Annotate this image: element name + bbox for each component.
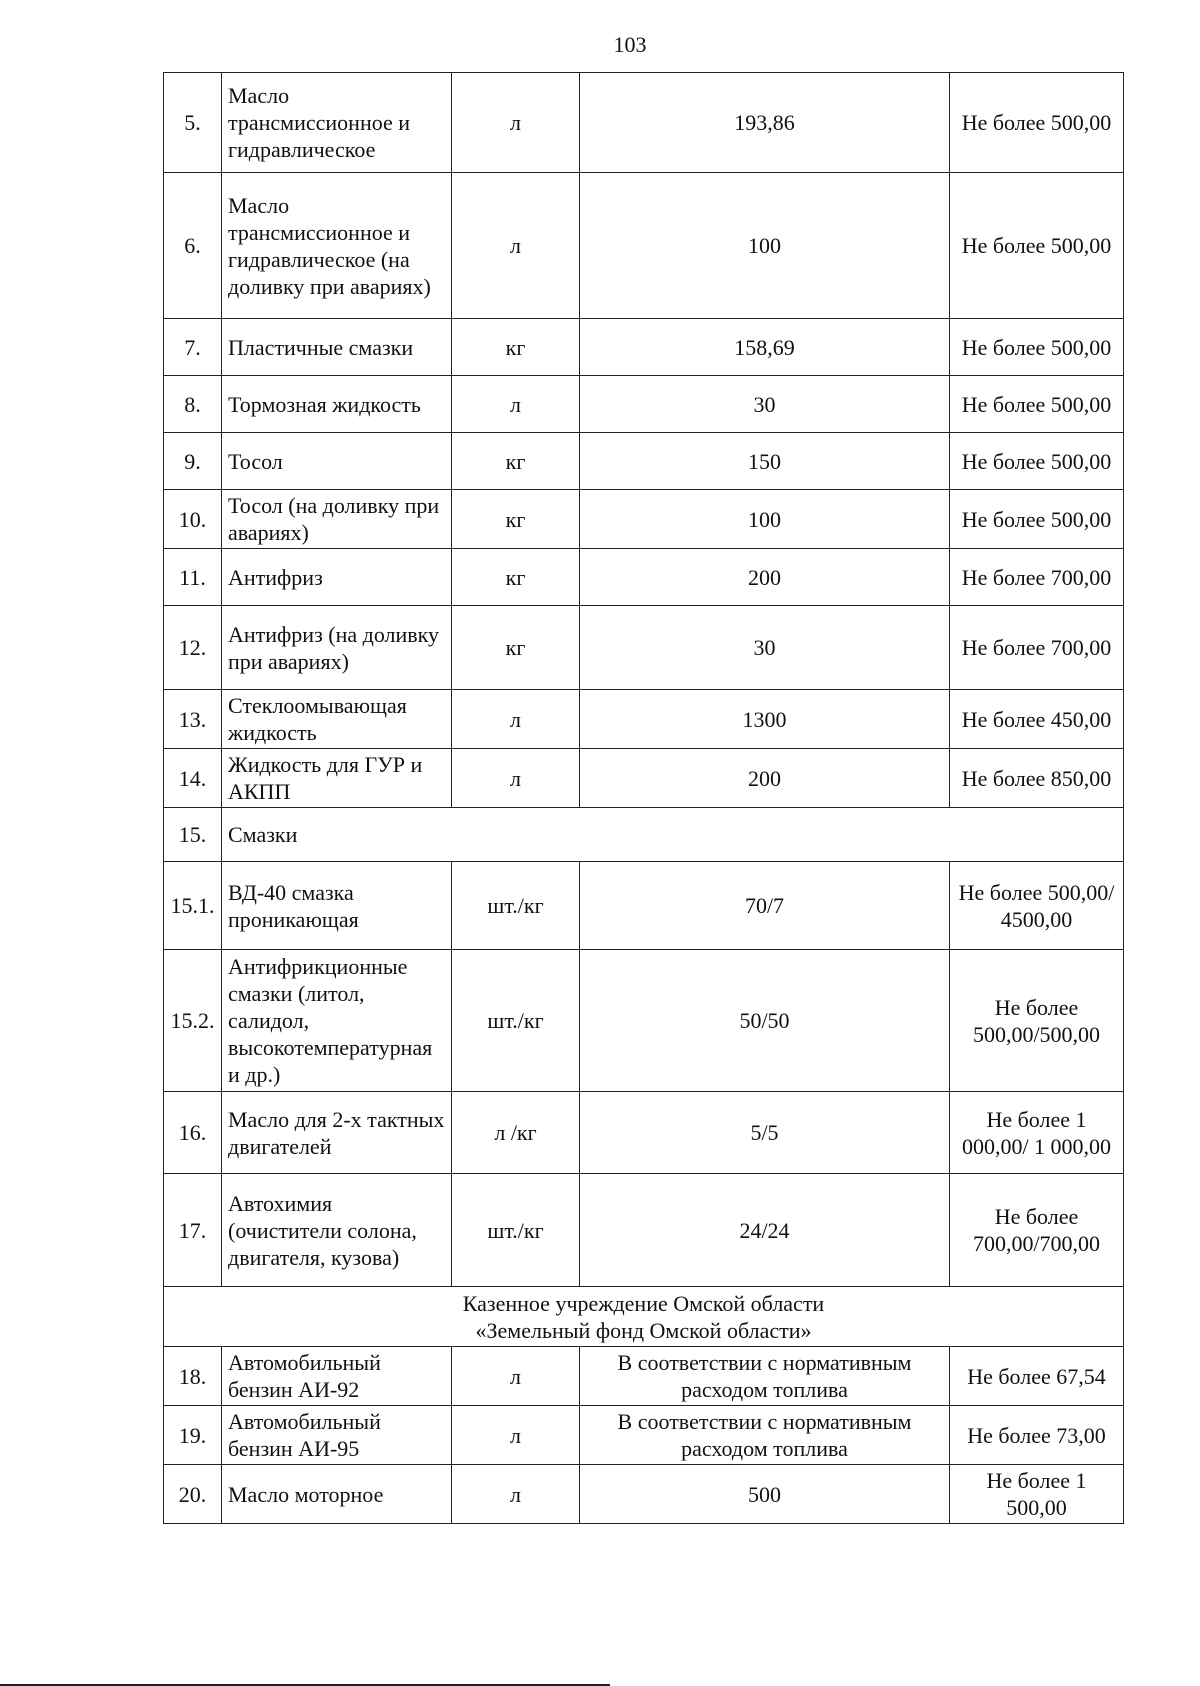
row-number: 13. xyxy=(164,690,222,749)
item-name: Масло трансмиссионное и гидравлическое xyxy=(222,73,452,173)
item-unit: л xyxy=(452,1406,580,1465)
item-quantity: 24/24 xyxy=(580,1174,950,1287)
item-quantity: В соответствии с нормативным расходом топлива xyxy=(580,1406,950,1465)
table-row xyxy=(164,490,1124,549)
item-name: Пластичные смазки xyxy=(222,319,452,376)
item-price: Не более 700,00 xyxy=(950,549,1124,606)
row-number: 16. xyxy=(164,1092,222,1174)
section-row xyxy=(164,808,1124,862)
item-price: Не более 67,54 xyxy=(950,1347,1124,1406)
item-name: Антифрикционные смазки (литол, салидол, высокотемпературная и др.) xyxy=(222,950,452,1092)
item-price: Не более 450,00 xyxy=(950,690,1124,749)
table-row xyxy=(164,1406,1124,1465)
item-quantity: 150 xyxy=(580,433,950,490)
item-name: Автомобильный бензин АИ-92 xyxy=(222,1347,452,1406)
row-number: 19. xyxy=(164,1406,222,1465)
item-price: Не более 500,00/500,00 xyxy=(950,950,1124,1092)
item-name: Стеклоомывающая жидкость xyxy=(222,690,452,749)
organization-heading xyxy=(164,1287,1124,1347)
table-row xyxy=(164,1092,1124,1174)
item-unit: л xyxy=(452,173,580,319)
item-name: Тормозная жидкость xyxy=(222,376,452,433)
item-name: Жидкость для ГУР и АКПП xyxy=(222,749,452,808)
item-unit: л xyxy=(452,73,580,173)
item-price: Не более 500,00 xyxy=(950,319,1124,376)
item-price: Не более 1 500,00 xyxy=(950,1465,1124,1524)
item-name: Тосол (на доливку при авариях) xyxy=(222,490,452,549)
item-price: Не более 500,00 xyxy=(950,73,1124,173)
item-quantity: 70/7 xyxy=(580,862,950,950)
item-price: Не более 500,00 xyxy=(950,490,1124,549)
item-price: Не более 500,00 xyxy=(950,173,1124,319)
item-name: ВД-40 смазка проникающая xyxy=(222,862,452,950)
item-unit: кг xyxy=(452,319,580,376)
item-price: Не более 850,00 xyxy=(950,749,1124,808)
table-row xyxy=(164,749,1124,808)
row-number: 7. xyxy=(164,319,222,376)
row-number: 17. xyxy=(164,1174,222,1287)
item-unit: кг xyxy=(452,606,580,690)
section-title: Смазки xyxy=(222,808,1124,862)
table-row xyxy=(164,862,1124,950)
row-number: 20. xyxy=(164,1465,222,1524)
item-unit: л xyxy=(452,1347,580,1406)
item-quantity: 200 xyxy=(580,749,950,808)
item-price: Не более 700,00 xyxy=(950,606,1124,690)
table-row xyxy=(164,1174,1124,1287)
row-number: 6. xyxy=(164,173,222,319)
item-price: Не более 500,00/ 4500,00 xyxy=(950,862,1124,950)
item-quantity: 500 xyxy=(580,1465,950,1524)
row-number: 18. xyxy=(164,1347,222,1406)
table-row xyxy=(164,549,1124,606)
item-unit: кг xyxy=(452,549,580,606)
item-name: Масло моторное xyxy=(222,1465,452,1524)
item-quantity: 100 xyxy=(580,173,950,319)
item-name: Автомобильный бензин АИ-95 xyxy=(222,1406,452,1465)
item-price: Не более 500,00 xyxy=(950,376,1124,433)
organization-line-1: Казенное учреждение Омской области xyxy=(462,1290,825,1316)
consumables-table xyxy=(163,72,1124,1524)
item-name: Антифриз (на доливку при авариях) xyxy=(222,606,452,690)
item-unit: л xyxy=(452,690,580,749)
item-quantity: 158,69 xyxy=(580,319,950,376)
item-unit: л /кг xyxy=(452,1092,580,1174)
item-unit: шт./кг xyxy=(452,862,580,950)
row-number: 11. xyxy=(164,549,222,606)
item-price: Не более 73,00 xyxy=(950,1406,1124,1465)
item-name: Масло трансмиссионное и гидравлическое (на доливку при авариях) xyxy=(222,173,452,319)
item-price: Не более 700,00/700,00 xyxy=(950,1174,1124,1287)
item-quantity: 30 xyxy=(580,376,950,433)
item-price: Не более 1 000,00/ 1 000,00 xyxy=(950,1092,1124,1174)
row-number: 15.2. xyxy=(164,950,222,1092)
item-unit: л xyxy=(452,749,580,808)
row-number: 15.1. xyxy=(164,862,222,950)
item-quantity: 50/50 xyxy=(580,950,950,1092)
row-number: 12. xyxy=(164,606,222,690)
item-unit: кг xyxy=(452,490,580,549)
item-quantity: 193,86 xyxy=(580,73,950,173)
item-quantity: В соответствии с нормативным расходом топлива xyxy=(580,1347,950,1406)
table-row xyxy=(164,376,1124,433)
page-number: 103 xyxy=(613,32,647,57)
organization-line-2: «Земельный фонд Омской области» xyxy=(475,1317,812,1343)
table-row xyxy=(164,319,1124,376)
item-quantity: 30 xyxy=(580,606,950,690)
table-row xyxy=(164,690,1124,749)
table-row xyxy=(164,950,1124,1092)
item-quantity: 1300 xyxy=(580,690,950,749)
row-number: 10. xyxy=(164,490,222,549)
item-name: Антифриз xyxy=(222,549,452,606)
table-row xyxy=(164,1465,1124,1524)
item-unit: кг xyxy=(452,433,580,490)
item-unit: шт./кг xyxy=(452,950,580,1092)
item-unit: л xyxy=(452,1465,580,1524)
table-row xyxy=(164,73,1124,173)
table-row xyxy=(164,1347,1124,1406)
item-quantity: 200 xyxy=(580,549,950,606)
table-row xyxy=(164,433,1124,490)
table-row xyxy=(164,606,1124,690)
item-name: Тосол xyxy=(222,433,452,490)
organization-row xyxy=(164,1287,1124,1347)
table-row xyxy=(164,173,1124,319)
item-quantity: 100 xyxy=(580,490,950,549)
row-number: 14. xyxy=(164,749,222,808)
row-number: 5. xyxy=(164,73,222,173)
item-name: Масло для 2-х тактных двигателей xyxy=(222,1092,452,1174)
item-quantity: 5/5 xyxy=(580,1092,950,1174)
item-unit: шт./кг xyxy=(452,1174,580,1287)
item-price: Не более 500,00 xyxy=(950,433,1124,490)
row-number: 15. xyxy=(164,808,222,862)
item-unit: л xyxy=(452,376,580,433)
row-number: 8. xyxy=(164,376,222,433)
row-number: 9. xyxy=(164,433,222,490)
item-name: Автохимия (очистители солона, двигателя, кузова) xyxy=(222,1174,452,1287)
